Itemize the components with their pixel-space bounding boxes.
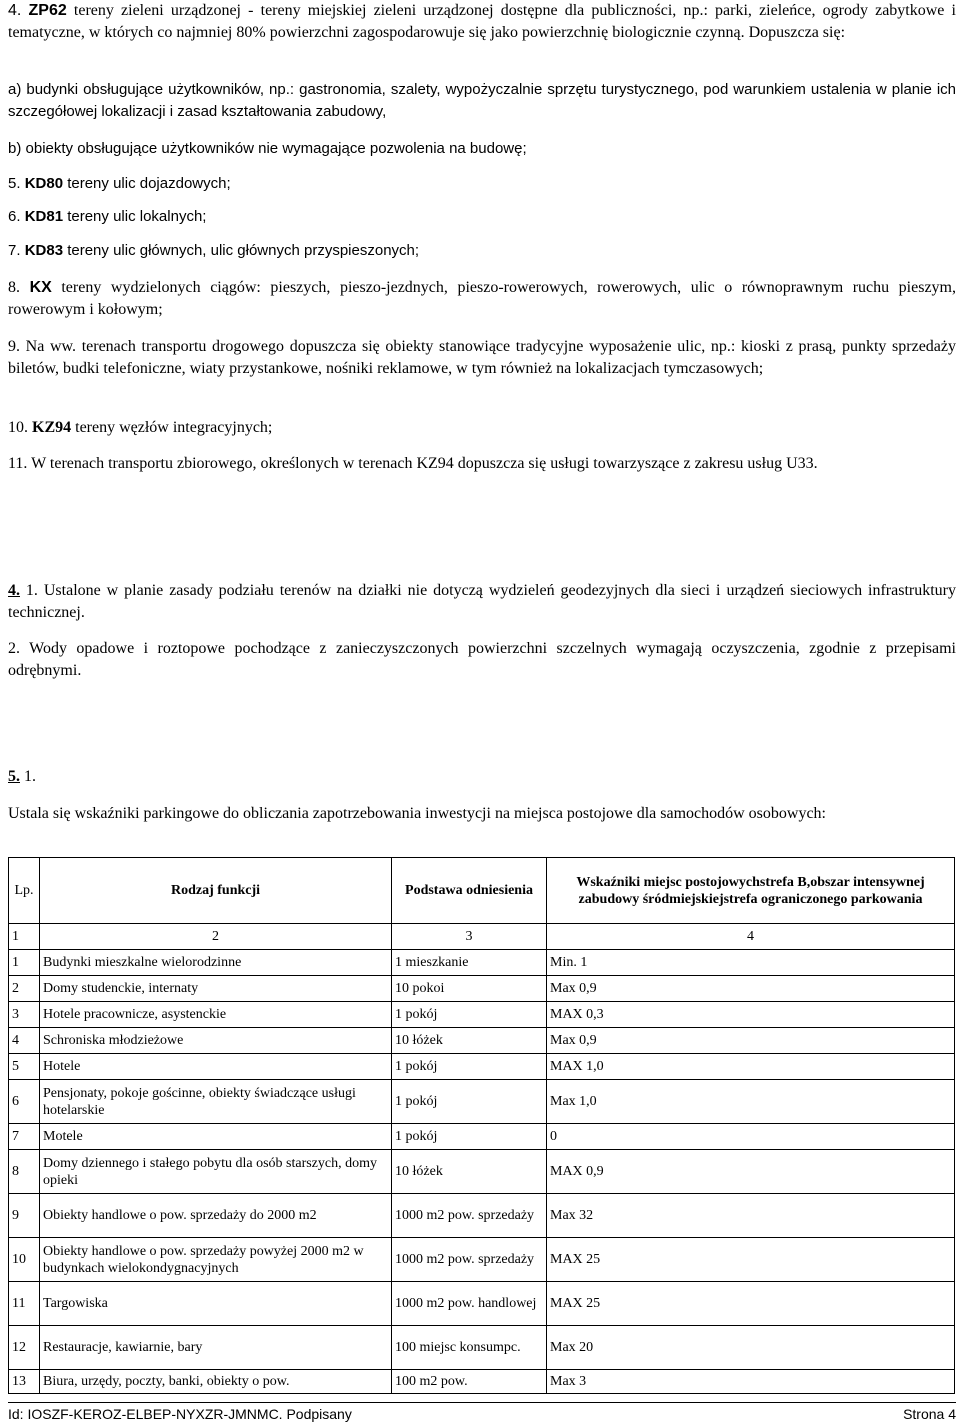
table-row [9, 1054, 955, 1080]
header-cell: Wskaźniki miejsc postojowychstrefa B,obszar intensywnej zabudowy śródmiejskiejstrefa ograniczonego parkowania [547, 858, 955, 924]
paragraph-text: tereny ulic dojazdowych; [63, 175, 231, 192]
item-number: 10. [8, 419, 28, 436]
table-cell: 100 m2 pow. [392, 1370, 547, 1394]
table-cell: Max 3 [547, 1370, 955, 1394]
table-cell: MAX 1,0 [547, 1054, 955, 1080]
table-row [9, 1002, 955, 1028]
table-row [9, 950, 955, 976]
table-cell: 6 [9, 1080, 40, 1124]
section-4 [8, 580, 956, 624]
table-cell: Max 1,0 [547, 1080, 955, 1124]
table-cell: Obiekty handlowe o pow. sprzedaży do 2000 m2 [40, 1194, 392, 1238]
table-cell: Hotele [40, 1054, 392, 1080]
table-cell: 11 [9, 1282, 40, 1326]
zone-code: KD83 [24, 242, 64, 259]
paragraph-text: tereny wydzielonych ciągów: pieszych, pieszo-jezdnych, pieszo-rowerowych, rowerowych, ulic o równoprawnym ruchu pieszym, rowerowym i kołowym; [8, 279, 957, 318]
zone-code: KD80 [24, 175, 64, 192]
section-5-heading [8, 768, 36, 786]
table-cell: Max 0,9 [547, 976, 955, 1002]
table-cell: 2 [40, 924, 392, 950]
item-number: 5. [8, 175, 21, 192]
section-heading: 5. [8, 768, 20, 785]
table-cell: 1 [9, 924, 40, 950]
table-cell: 4 [9, 1028, 40, 1054]
table-cell: 1 pokój [392, 1080, 547, 1124]
table-cell: 10 łóżek [392, 1150, 547, 1194]
table-cell: 1 [9, 950, 40, 976]
table-cell: Hotele pracownicze, asystenckie [40, 1002, 392, 1028]
table-row [9, 1238, 955, 1282]
section-5-intro: Ustala się wskaźniki parkingowe do obliczania zapotrzebowania inwestycji na miejsca postojowe dla samochodów osobowych: [8, 805, 826, 822]
table-cell: Max 20 [547, 1326, 955, 1370]
paragraph-5 [8, 173, 956, 195]
table-cell: Max 0,9 [547, 1028, 955, 1054]
section-text: 1. Ustalone w planie zasady podziału terenów na działki nie dotyczą wydzieleń geodezyjnych dla sieci i urządzeń sieciowych infrastruktury technicznej. [8, 582, 956, 621]
paragraph-6 [8, 206, 956, 228]
table-cell: 100 miejsc konsumpc. [392, 1326, 547, 1370]
paragraph-10 [8, 417, 956, 439]
table-cell: 1 pokój [392, 1124, 547, 1150]
table-row [9, 976, 955, 1002]
table-cell: 12 [9, 1326, 40, 1370]
table-row [9, 1194, 955, 1238]
table-row [9, 1028, 955, 1054]
paragraph-4a: a) budynki obsługujące użytkowników, np.: gastronomia, szalety, wypożyczalnie sprzętu turystycznego, pod warunkiem ustalenia w planie ich szczegółowej lokalizacji i zasad kształtowania zabudowy, [8, 81, 956, 120]
table-cell: 2 [9, 976, 40, 1002]
table-cell: Targowiska [40, 1282, 392, 1326]
document-id: Id: IOSZF-KEROZ-ELBEP-NYXZR-JMNMC. Podpisany [8, 1406, 352, 1422]
table-cell: 10 łóżek [392, 1028, 547, 1054]
table-cell: Budynki mieszkalne wielorodzinne [40, 950, 392, 976]
table-cell: 4 [547, 924, 955, 950]
table-cell: Biura, urzędy, poczty, banki, obiekty o pow. [40, 1370, 392, 1394]
section-subnumber: 1. [20, 768, 36, 785]
table-cell: 1 mieszkanie [392, 950, 547, 976]
item-number: 6. [8, 208, 21, 225]
table-cell: 5 [9, 1054, 40, 1080]
section-heading: 4. [8, 582, 20, 599]
table-cell: 1 pokój [392, 1054, 547, 1080]
table-cell: 10 pokoi [392, 976, 547, 1002]
table-cell: MAX 0,9 [547, 1150, 955, 1194]
table-row [9, 1124, 955, 1150]
footer-divider [8, 1402, 956, 1403]
table-header-row [9, 858, 955, 924]
table-cell: 0 [547, 1124, 955, 1150]
page-number: Strona 4 [903, 1406, 956, 1422]
table-cell: 3 [9, 1002, 40, 1028]
table-cell: 1 pokój [392, 1002, 547, 1028]
header-cell: Lp. [9, 858, 40, 924]
section-4-paragraph-2: 2. Wody opadowe i roztopowe pochodzące z zanieczyszczonych powierzchni szczelnych wymagają oczyszczenia, zgodnie z przepisami odrębnymi. [8, 640, 956, 679]
table-cell: Pensjonaty, pokoje gościnne, obiekty świadczące usługi hotelarskie [40, 1080, 392, 1124]
item-number: 4. [8, 2, 22, 19]
table-cell: 1000 m2 pow. handlowej [392, 1282, 547, 1326]
header-cell: Podstawa odniesienia [392, 858, 547, 924]
paragraph-text: tereny ulic głównych, ulic głównych przyspieszonych; [63, 242, 420, 259]
table-cell: 13 [9, 1370, 40, 1394]
table-cell: MAX 25 [547, 1282, 955, 1326]
zone-code: KX [29, 279, 52, 296]
table-cell: Motele [40, 1124, 392, 1150]
zone-code: KD81 [24, 208, 64, 225]
table-cell: 1000 m2 pow. sprzedaży [392, 1194, 547, 1238]
table-cell: MAX 25 [547, 1238, 955, 1282]
item-number: 8. [8, 279, 20, 296]
header-cell: Rodzaj funkcji [40, 858, 392, 924]
table-cell: MAX 0,3 [547, 1002, 955, 1028]
paragraph-text: tereny zieleni urządzonej - tereny miejskiej zieleni urządzonej dostępne dla publiczności, np.: parki, zieleńce, ogrody zabytkowe i tematyczne, w których co najmniej 80% powierzchni zagospodarowuje się jako powierzchnię biologicznie czynną. Dopuszcza się: [8, 2, 956, 41]
table-cell: Schroniska młodzieżowe [40, 1028, 392, 1054]
paragraph-7 [8, 240, 956, 262]
table-cell: Restauracje, kawiarnie, bary [40, 1326, 392, 1370]
paragraph-8 [8, 277, 956, 321]
table-cell: 10 [9, 1238, 40, 1282]
table-cell: 7 [9, 1124, 40, 1150]
paragraph-9: 9. Na ww. terenach transportu drogowego dopuszcza się obiekty stanowiące tradycyjne wyposażenie ulic, np.: kioski z prasą, punkty sprzedaży biletów, budki telefoniczne, wiaty przystankowe, nośniki reklamowe, w tym również na lokalizacjach tymczasowych; [8, 338, 956, 377]
paragraph-text: tereny węzłów integracyjnych; [71, 419, 273, 436]
item-number: 7. [8, 242, 21, 259]
table-cell: Max 32 [547, 1194, 955, 1238]
paragraph-11: 11. W terenach transportu zbiorowego, określonych w terenach KZ94 dopuszcza się usługi towarzyszące z zakresu usług U33. [8, 455, 818, 472]
table-cell: 9 [9, 1194, 40, 1238]
table-cell: Domy dziennego i stałego pobytu dla osób starszych, domy opieki [40, 1150, 392, 1194]
table-cell: 3 [392, 924, 547, 950]
paragraph-4b: b) obiekty obsługujące użytkowników nie wymagające pozwolenia na budowę; [8, 140, 527, 157]
table-cell: 1000 m2 pow. sprzedaży [392, 1238, 547, 1282]
paragraph-4 [8, 0, 956, 44]
table-row [9, 1150, 955, 1194]
parking-ratio-table [8, 857, 955, 1394]
table-cell: Obiekty handlowe o pow. sprzedaży powyżej 2000 m2 w budynkach wielokondygnacyjnych [40, 1238, 392, 1282]
table-row [9, 1326, 955, 1370]
table-cell: Domy studenckie, internaty [40, 976, 392, 1002]
table-row [9, 1080, 955, 1124]
table-row [9, 1282, 955, 1326]
zone-code: KZ94 [32, 419, 72, 436]
page-footer [8, 1406, 956, 1422]
zone-code: ZP62 [28, 2, 67, 19]
table-cell: 8 [9, 1150, 40, 1194]
table-cell: Min. 1 [547, 950, 955, 976]
paragraph-text: tereny ulic lokalnych; [63, 208, 207, 225]
table-number-row [9, 924, 955, 950]
table-row [9, 1370, 955, 1394]
